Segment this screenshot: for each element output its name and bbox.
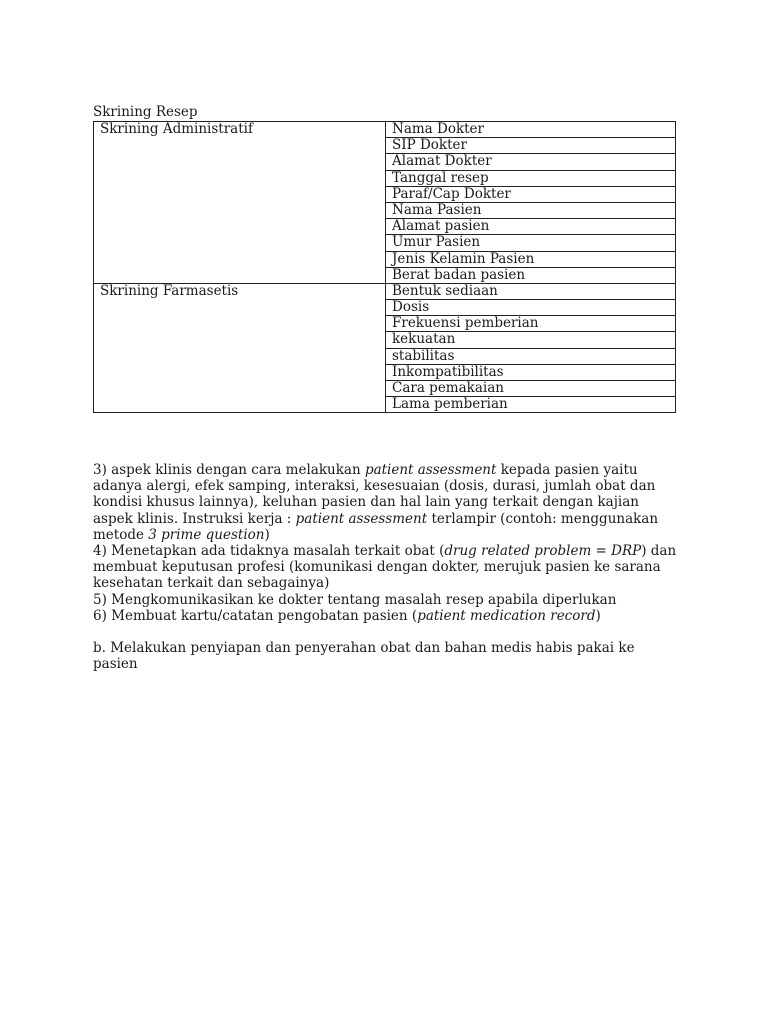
text-run: ) <box>264 526 270 543</box>
item-cell: Nama Pasien <box>386 202 676 218</box>
category-cell: Skrining Farmasetis <box>94 283 386 413</box>
paragraph-3 <box>93 462 683 543</box>
italic-run: patient assessment <box>295 510 428 527</box>
paragraph-6 <box>93 608 683 624</box>
italic-run: patient medication record <box>417 607 596 624</box>
paragraph-5: 5) Mengkomunikasikan ke dokter tentang masalah resep apabila diperlukan <box>93 591 617 608</box>
item-cell: Lama pemberian <box>386 397 676 413</box>
text-run: kepada pasien yaitu adanya alergi, efek samping, interaksi, kesesuaian (dosis, durasi, jumlah obat dan kondisi khusus lainnya), keluhan pasien dan hal lain yang terkait dengan kajian aspek klinis. Instruksi kerja : <box>93 462 656 527</box>
item-cell: Paraf/Cap Dokter <box>386 186 676 202</box>
item-cell: Cara pemakaian <box>386 381 676 397</box>
body-text <box>93 462 683 672</box>
table-row <box>94 283 676 299</box>
screening-table <box>93 121 676 413</box>
item-cell: stabilitas <box>386 348 676 364</box>
italic-run: 3 prime question <box>148 526 265 543</box>
paragraph-b: b. Melakukan penyiapan dan penyerahan obat dan bahan medis habis pakai ke pasien <box>93 640 635 673</box>
text-run: ) dan membuat keputusan profesi (komunikasi dengan dokter, merujuk pasien ke sarana kesehatan terkait dan sebagainya) <box>93 543 677 592</box>
item-cell: Inkompatibilitas <box>386 364 676 380</box>
italic-run: patient assessment <box>364 462 497 478</box>
page-title: Skrining Resep <box>93 104 198 120</box>
item-cell: Jenis Kelamin Pasien <box>386 251 676 267</box>
paragraph-4 <box>93 543 683 592</box>
item-cell: Alamat pasien <box>386 219 676 235</box>
item-cell: Alamat Dokter <box>386 154 676 170</box>
category-cell: Skrining Administratif <box>94 122 386 284</box>
text-run: 6) Membuat kartu/catatan pengobatan pasien ( <box>93 607 418 624</box>
item-cell: Dosis <box>386 300 676 316</box>
text-run: terlampir (contoh: menggunakan metode <box>93 510 659 543</box>
text-run: 3) aspek klinis dengan cara melakukan <box>93 462 365 478</box>
item-cell: Nama Dokter <box>386 122 676 138</box>
item-cell: SIP Dokter <box>386 138 676 154</box>
item-cell: Bentuk sediaan <box>386 283 676 299</box>
item-cell: Tanggal resep <box>386 170 676 186</box>
text-run: 4) Menetapkan ada tidaknya masalah terkait obat ( <box>93 543 445 560</box>
table-row <box>94 122 676 138</box>
text-run: ) <box>595 607 601 624</box>
item-cell: Berat badan pasien <box>386 267 676 283</box>
item-cell: Umur Pasien <box>386 235 676 251</box>
item-cell: Frekuensi pemberian <box>386 316 676 332</box>
item-cell: kekuatan <box>386 332 676 348</box>
italic-run: drug related problem = DRP <box>444 543 642 560</box>
paragraph-spacer <box>93 624 683 640</box>
